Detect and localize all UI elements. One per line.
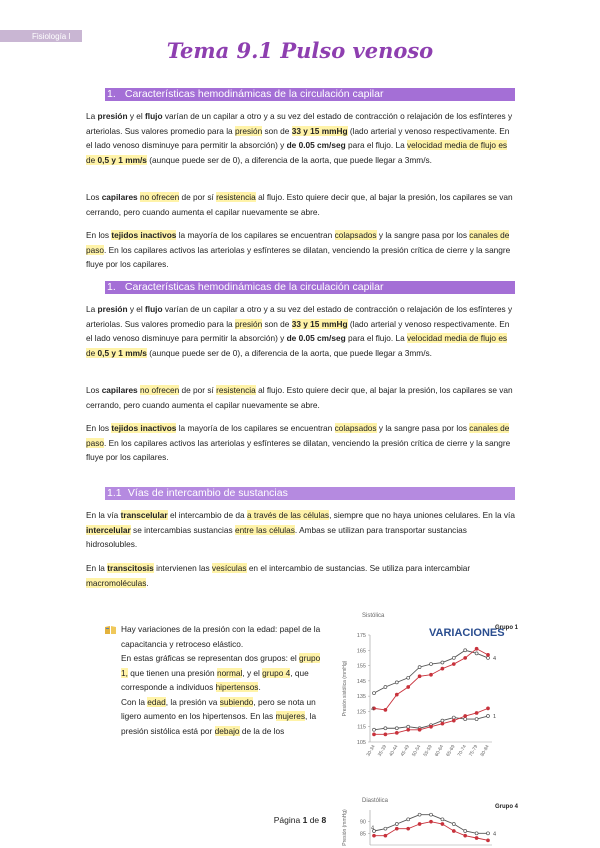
data-point (452, 719, 455, 722)
data-point (475, 711, 478, 714)
y-tick-label: 85 (359, 831, 366, 838)
data-point (475, 718, 478, 721)
paragraph: La presión y el flujo varían de un capilar a otro y a su vez del estado de contracción o relajación de los esfínteres y arteriolas. Sus valores promedio para la presión son de 33 y 15 mmHg (lado arterial y venoso respectivamente. En el lado venoso disminuye para permitir la absorción) y de 0.05 cm/seg para el flujo. La velocidad media de flujo es de 0,5 y 1 mm/s (aunque puede ser de 0), a diferencia de la aorta, que puede llegar a 3mm/s. (86, 111, 513, 165)
subject-tag-label: Fisiología I (32, 32, 71, 41)
y-axis-label: Presión (mmHg) (342, 809, 348, 846)
y-tick-label: 165 (356, 648, 366, 655)
data-point (464, 718, 467, 721)
data-point (418, 666, 421, 669)
data-point (384, 685, 387, 688)
series-label: 4 (493, 831, 497, 838)
data-point (384, 727, 387, 730)
data-point (487, 715, 490, 718)
data-point (418, 728, 421, 731)
data-point (452, 716, 455, 719)
data-point (464, 649, 467, 652)
data-point (452, 663, 455, 666)
x-tick-label: 55-59 (423, 744, 434, 758)
data-point (373, 692, 376, 695)
y-tick-label: 90 (359, 819, 366, 826)
x-tick-label: 50-54 (411, 744, 423, 758)
data-point (441, 667, 444, 670)
data-point (384, 834, 387, 837)
data-point (464, 834, 467, 837)
data-point (487, 653, 490, 656)
data-point (487, 656, 490, 659)
data-point (430, 673, 433, 676)
data-point (373, 733, 376, 736)
x-tick-label: 35-39 (377, 744, 389, 758)
variations-chart (332, 605, 522, 848)
paragraph: En la vía transcelular el intercambio de da a través de las células, siempre que no haya uniones celulares. En la vía intercelular se intercambias sustancias entre las células. Ambas se utilizan para transportar sustancias hidrosolubles. (86, 510, 515, 549)
series-line (374, 650, 488, 693)
section-number: 1.1 (107, 487, 122, 499)
panel-legend: Grupo 1 (495, 625, 519, 631)
data-point (407, 725, 410, 728)
data-point (487, 832, 490, 835)
data-point (384, 827, 387, 830)
section-title: Características hemodinámicas de la circulación capilar (124, 281, 384, 293)
data-point (407, 827, 410, 830)
chart-title: VARIACIONES (429, 627, 505, 639)
section-title: Vías de intercambio de sustancias (127, 487, 288, 499)
data-point (395, 731, 398, 734)
x-tick-label: 40-44 (389, 744, 400, 758)
data-point (395, 827, 398, 830)
y-tick-label: 115 (357, 724, 366, 731)
section-title: Características hemodinámicas de la circulación capilar (124, 88, 384, 100)
x-tick-label: 80-84 (480, 744, 491, 758)
section-number: 1. (107, 281, 116, 293)
bullet-text: Hay variaciones de la presión con la edad: papel de la capacitancia y retroceso elástico. En estas gráficas se representan dos grupos: el grupo 1, que tienen una presión normal, y el grupo 4, que corresponde a individuos hipertensos. Con la edad, la presión va subiendo, pero se nota un ligero aumento en los hipertensos. En las mujeres, la presión sistólica está por debajo de la de los (121, 624, 321, 736)
data-point (373, 834, 376, 837)
data-point (395, 727, 398, 730)
x-tick-label: 75-79 (468, 744, 480, 758)
page-footer: Página 1 de 8 (273, 815, 327, 825)
y-tick-label: 125 (356, 709, 366, 716)
series-line (374, 649, 488, 710)
data-point (407, 685, 410, 688)
data-point (384, 733, 387, 736)
y-axis-label: Presión sistólica (mmHg) (342, 660, 348, 717)
y-tick-label: 145 (356, 678, 366, 685)
page-title: Tema 9.1 Pulso venoso (166, 38, 434, 63)
data-point (395, 681, 398, 684)
data-point (418, 675, 421, 678)
x-tick-label: 60-64 (434, 744, 446, 758)
data-point (441, 661, 444, 664)
section-heading (105, 281, 515, 294)
series-label: 4 (493, 655, 497, 662)
book-icon (104, 625, 117, 638)
data-point (452, 830, 455, 833)
subsection-heading (105, 487, 515, 500)
section-number: 1. (107, 88, 116, 100)
series-label: 1 (493, 714, 497, 721)
data-point (475, 652, 478, 655)
data-point (464, 656, 467, 659)
paragraph: En la transcitosis intervienen las vesículas en el intercambio de sustancias. Se utiliza para intercambiar macromoléculas. (86, 563, 471, 588)
data-point (430, 725, 433, 728)
paragraph: La presión y el flujo varían de un capilar a otro y a su vez del estado de contracción o relajación de los esfínteres y arteriolas. Sus valores promedio para la presión son de 33 y 15 mmHg (lado arterial y venoso respectivamente. En el lado venoso disminuye para permitir la absorción) y de 0.05 cm/seg para el flujo. La velocidad media de flujo es de 0,5 y 1 mm/s (aunque puede ser de 0), a diferencia de la aorta, que puede llegar a 3mm/s. (86, 304, 513, 358)
data-point (464, 715, 467, 718)
paragraph: En los tejidos inactivos la mayoría de los capilares se encuentran colapsados y la sangre pasa por los canales de paso. En los capilares activos las arteriolas y esfínteres se dilatan, venciendo la presión crítica de cierre y la sangre fluye por los capilares. (86, 423, 511, 462)
data-point (441, 722, 444, 725)
y-tick-label: 135 (356, 694, 366, 701)
panel-subtitle: Sistólica (362, 613, 385, 619)
y-tick-label: 105 (356, 740, 366, 746)
x-tick-label: 65-69 (446, 744, 457, 758)
paragraph: En los tejidos inactivos la mayoría de los capilares se encuentran colapsados y la sangre pasa por los canales de paso. En los capilares activos las arteriolas y esfínteres se dilatan, venciendo la presión crítica de cierre y la sangre fluye por los capilares. (86, 230, 511, 269)
data-point (452, 656, 455, 659)
panel-subtitle: Diastólica (362, 798, 389, 804)
series-label: 4 (371, 706, 375, 713)
section-heading (105, 88, 515, 101)
x-tick-label: 30-34 (366, 744, 377, 758)
data-point (373, 728, 376, 731)
data-point (407, 676, 410, 679)
data-point (384, 708, 387, 711)
data-point (407, 728, 410, 731)
data-point (395, 693, 398, 696)
x-tick-label: 45-49 (400, 744, 411, 758)
y-tick-label: 155 (356, 663, 366, 670)
panel-legend: Grupo 4 (495, 804, 519, 810)
series-label: 4 (371, 825, 375, 832)
y-tick-label: 175 (356, 633, 366, 639)
paragraph: Los capilares no ofrecen de por sí resistencia al flujo. Esto quiere decir que, al bajar la presión, los capilares se van cerrando, pero cuando aumenta el capilar nuevamente se abre. (86, 192, 513, 217)
x-tick-label: 70-74 (457, 744, 468, 758)
data-point (430, 663, 433, 666)
data-point (441, 719, 444, 722)
paragraph: Los capilares no ofrecen de por sí resistencia al flujo. Esto quiere decir que, al bajar la presión, los capilares se van cerrando, pero cuando aumenta el capilar nuevamente se abre. (86, 385, 513, 410)
data-point (475, 647, 478, 650)
series-line (374, 708, 488, 734)
data-point (464, 830, 467, 833)
data-point (487, 839, 490, 842)
data-point (475, 832, 478, 835)
data-point (487, 707, 490, 710)
data-point (475, 837, 478, 840)
